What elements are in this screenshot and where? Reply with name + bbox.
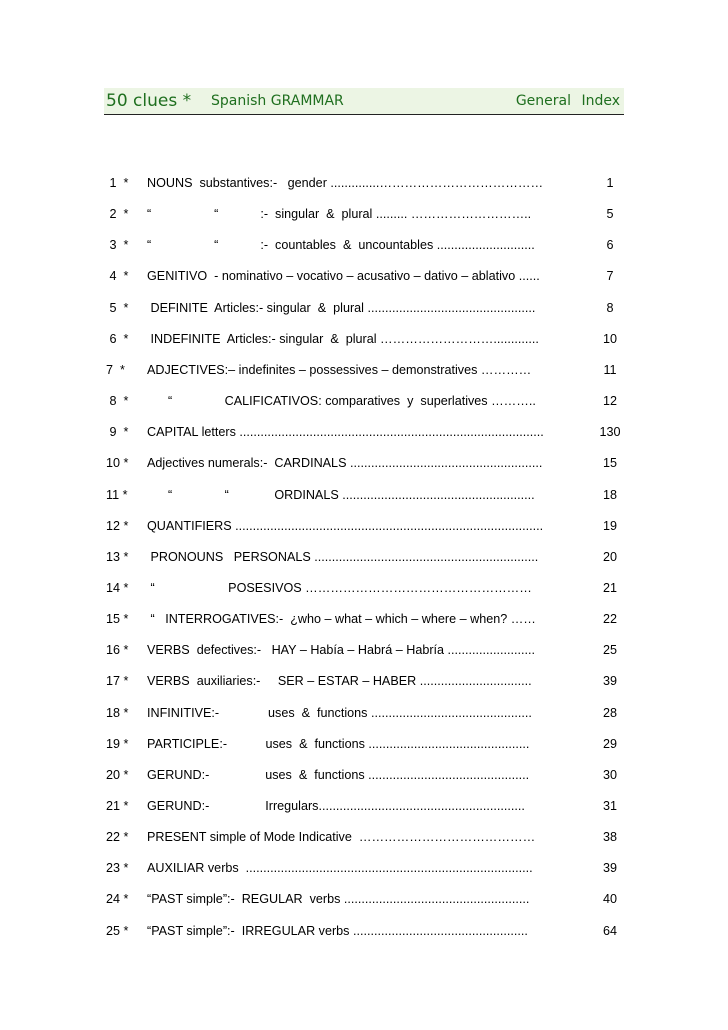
entry-number: 5 * bbox=[106, 300, 129, 315]
entry-number: 9 * bbox=[106, 425, 129, 440]
entry-page-number: 15 bbox=[602, 456, 617, 471]
entry-page-number: 12 bbox=[602, 394, 617, 409]
entry-page-number: 38 bbox=[602, 830, 617, 845]
entry-number: 4 * bbox=[106, 269, 129, 284]
entry-number: 19 * bbox=[106, 736, 129, 751]
entry-number: 11 * bbox=[106, 487, 128, 502]
index-entry bbox=[0, 456, 728, 476]
entry-number: 8 * bbox=[106, 394, 129, 409]
entry-title: GENITIVO - nominativo – vocativo – acusativo – dativo – ablativo ...... bbox=[147, 269, 540, 284]
entry-title: “ “ :- countables & uncountables ............................ bbox=[147, 238, 535, 253]
entry-page-number: 22 bbox=[602, 612, 617, 627]
entry-number: 18 * bbox=[106, 705, 129, 720]
entry-title: VERBS defectives:- HAY – Había – Habrá – Habría ......................... bbox=[147, 643, 536, 658]
index-entry bbox=[0, 892, 728, 912]
entry-title: GERUND:- uses & functions .............................................. bbox=[147, 767, 530, 782]
entry-title: INFINITIVE:- uses & functions .............................................. bbox=[147, 705, 532, 720]
entry-number: 14 * bbox=[106, 580, 129, 595]
entry-page-number: 28 bbox=[602, 705, 617, 720]
entry-page-number: 39 bbox=[602, 861, 617, 876]
entry-page-number: 25 bbox=[602, 643, 617, 658]
entry-title: Adjectives numerals:- CARDINALS ....................................................... bbox=[147, 456, 543, 471]
entry-number: 13 * bbox=[106, 549, 129, 564]
entry-page-number: 20 bbox=[602, 549, 617, 564]
entry-title: PRESENT simple of Mode Indicative …………………………………… bbox=[147, 830, 536, 845]
index-entry bbox=[0, 737, 728, 757]
entry-number: 2 * bbox=[106, 207, 129, 222]
index-entry bbox=[0, 799, 728, 819]
index-entry bbox=[0, 612, 728, 632]
entry-title: AUXILIAR verbs .................................................................................. bbox=[147, 861, 533, 876]
entry-number: 3 * bbox=[106, 238, 129, 253]
entry-number: 7 * bbox=[106, 362, 125, 377]
entry-title: “ INTERROGATIVES:- ¿who – what – which – where – when? …… bbox=[147, 612, 536, 627]
entry-page-number: 8 bbox=[606, 300, 614, 315]
index-entry bbox=[0, 768, 728, 788]
entry-page-number: 40 bbox=[602, 892, 617, 907]
entry-title: “ “ ORDINALS ....................................................... bbox=[147, 487, 535, 502]
header-right-label: General Index bbox=[515, 93, 620, 109]
entry-number: 25 * bbox=[106, 923, 129, 938]
index-entry bbox=[0, 301, 728, 321]
entry-number: 23 * bbox=[106, 861, 129, 876]
entry-title: ADJECTIVES:– indefinites – possessives – demonstratives ………… bbox=[147, 362, 532, 377]
entry-number: 22 * bbox=[106, 830, 129, 845]
entry-title: “ CALIFICATIVOS: comparatives y superlatives ……….. bbox=[147, 394, 536, 409]
entry-title: “ “ :- singular & plural ......... ……………………….. bbox=[147, 207, 532, 222]
index-entry bbox=[0, 581, 728, 601]
entry-title: GERUND:- Irregulars........................................................... bbox=[147, 799, 525, 813]
entry-page-number: 1 bbox=[606, 176, 614, 190]
entry-number: 6 * bbox=[106, 331, 129, 346]
index-entry bbox=[0, 363, 728, 383]
entry-page-number: 7 bbox=[606, 269, 614, 284]
entry-number: 20 * bbox=[106, 767, 129, 782]
index-entry bbox=[0, 643, 728, 663]
index-entry bbox=[0, 488, 728, 508]
index-entry bbox=[0, 830, 728, 850]
entry-title: “PAST simple”:- IRREGULAR verbs .................................................. bbox=[147, 923, 528, 938]
entry-page-number: 18 bbox=[602, 487, 617, 502]
entry-title: NOUNS substantives:- gender ..............………………………………… bbox=[147, 176, 544, 190]
entry-number: 21 * bbox=[106, 799, 129, 813]
index-entry bbox=[0, 269, 728, 289]
index-entry bbox=[0, 550, 728, 570]
entry-title: PARTICIPLE:- uses & functions .............................................. bbox=[147, 736, 530, 751]
header-title: 50 clues * bbox=[106, 91, 192, 111]
index-entry bbox=[0, 519, 728, 539]
entry-page-number: 11 bbox=[603, 362, 617, 377]
entry-page-number: 64 bbox=[602, 923, 617, 938]
index-entry bbox=[0, 176, 728, 196]
entry-page-number: 6 bbox=[606, 238, 614, 253]
entry-number: 15 * bbox=[106, 612, 129, 627]
entry-page-number: 5 bbox=[606, 207, 614, 222]
index-entry bbox=[0, 394, 728, 414]
entry-title: DEFINITE Articles:- singular & plural ................................................ bbox=[147, 300, 536, 315]
index-header bbox=[104, 88, 624, 115]
index-entry bbox=[0, 924, 728, 944]
index-entry bbox=[0, 207, 728, 227]
entry-title: QUANTIFIERS ........................................................................................ bbox=[147, 518, 544, 533]
entry-title: “ POSESIVOS ……………………………………………… bbox=[147, 580, 532, 595]
entry-title: INDEFINITE Articles:- singular & plural ………………………............. bbox=[147, 331, 539, 346]
entry-number: 16 * bbox=[106, 643, 129, 658]
entry-number: 12 * bbox=[106, 518, 129, 533]
index-entry bbox=[0, 861, 728, 881]
entry-number: 1 * bbox=[106, 176, 129, 190]
entry-number: 24 * bbox=[106, 892, 129, 907]
entry-page-number: 19 bbox=[602, 518, 617, 533]
entry-page-number: 10 bbox=[602, 331, 617, 346]
entry-page-number: 130 bbox=[599, 425, 621, 440]
entry-page-number: 31 bbox=[602, 799, 617, 813]
entry-number: 17 * bbox=[106, 674, 129, 689]
entry-title: PRONOUNS PERSONALS ................................................................ bbox=[147, 549, 539, 564]
header-subtitle: Spanish GRAMMAR bbox=[211, 93, 344, 109]
entry-number: 10 * bbox=[106, 456, 129, 471]
index-entry bbox=[0, 332, 728, 352]
index-entry bbox=[0, 706, 728, 726]
entry-page-number: 39 bbox=[602, 674, 617, 689]
entry-page-number: 29 bbox=[602, 736, 617, 751]
entry-page-number: 21 bbox=[602, 580, 617, 595]
entry-title: VERBS auxiliaries:- SER – ESTAR – HABER ................................ bbox=[147, 674, 532, 689]
index-entry bbox=[0, 425, 728, 445]
index-entry bbox=[0, 238, 728, 258]
entry-page-number: 30 bbox=[602, 767, 617, 782]
entry-title: “PAST simple”:- REGULAR verbs ..................................................... bbox=[147, 892, 530, 907]
index-entry bbox=[0, 674, 728, 694]
entry-title: CAPITAL letters ....................................................................................... bbox=[147, 425, 544, 440]
